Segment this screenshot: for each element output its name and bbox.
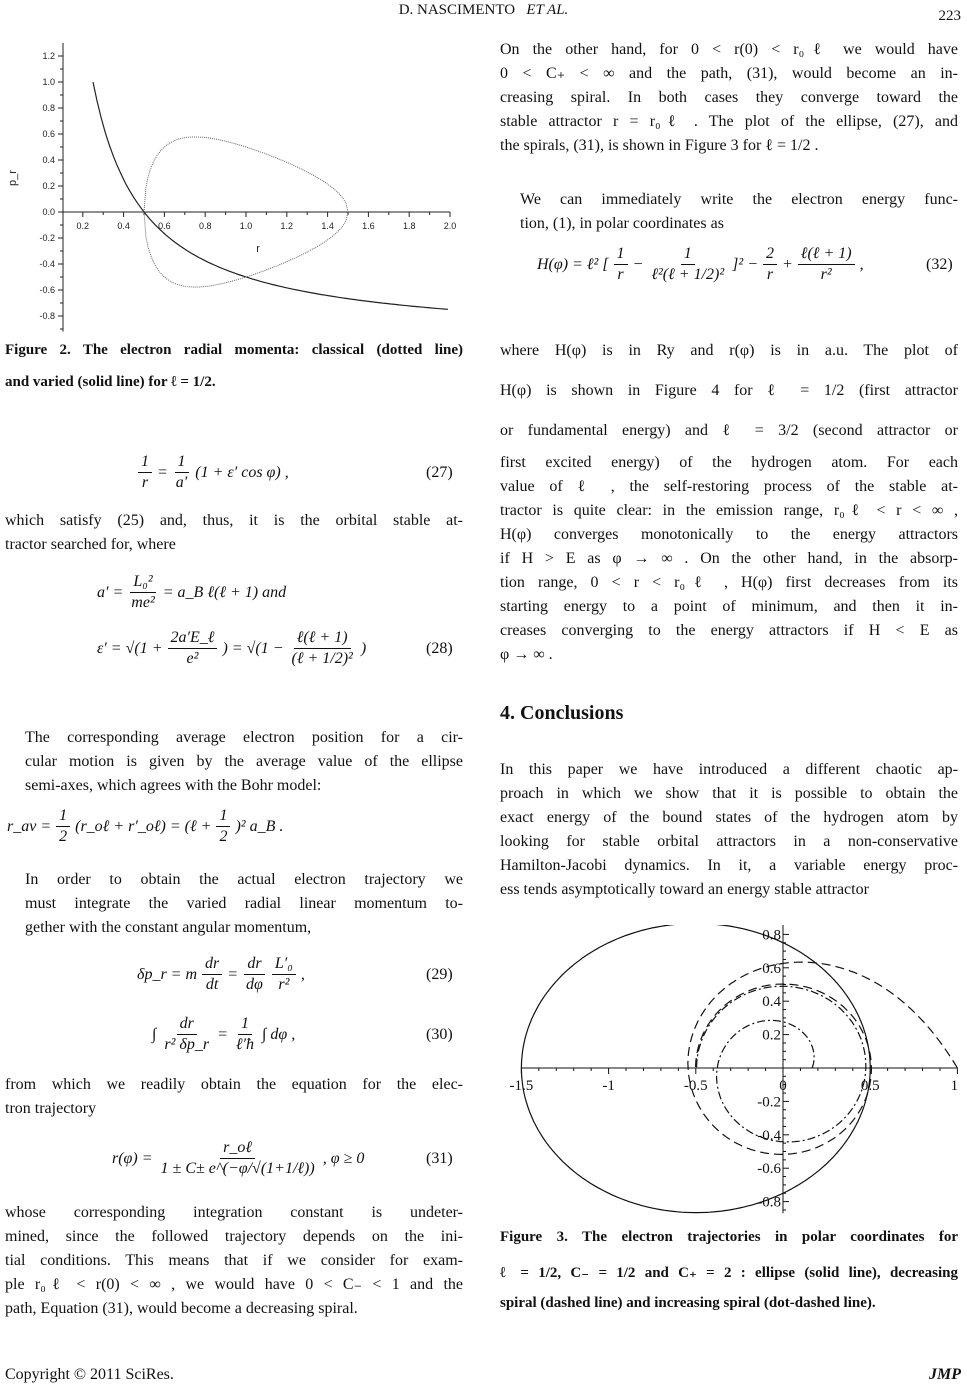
denominator: a′ bbox=[175, 474, 188, 491]
equation-term: ]² − bbox=[732, 255, 758, 273]
equation-28b bbox=[95, 628, 453, 669]
text-line: H(φ) is shown in Figure 4 for ℓ = 1/2 (first attractor bbox=[500, 382, 958, 399]
caption-line: spiral (dashed line) and increasing spiral (dot-dashed line). bbox=[500, 1295, 876, 1311]
denominator: r bbox=[766, 266, 774, 283]
fraction bbox=[243, 954, 266, 995]
text-line: H(φ) converges monotonically to the energy attractors bbox=[500, 526, 958, 543]
paragraph bbox=[500, 38, 958, 158]
equation-number: (29) bbox=[426, 965, 453, 983]
fraction bbox=[763, 244, 777, 285]
text-line: We can immediately write the electron energy func- bbox=[520, 191, 958, 208]
y-tick-label: -0.4 bbox=[757, 1127, 781, 1144]
fraction bbox=[161, 1014, 212, 1055]
denominator: dt bbox=[205, 976, 219, 993]
numerator: dr bbox=[177, 1014, 197, 1035]
equation-term: (r_oℓ + r′_oℓ) = (ℓ + bbox=[75, 817, 212, 835]
equation-term: − bbox=[632, 255, 644, 273]
y-tick-label: -0.6 bbox=[39, 285, 55, 295]
y-tick-label: 0.8 bbox=[762, 927, 781, 944]
text-line: 0 < C₊ < ∞ and the path, (31), would become an in- bbox=[500, 65, 958, 82]
text-line: path, Equation (31), would become a decreasing spiral. bbox=[5, 1300, 358, 1317]
text-line: ple r₀ℓ < r(0) < ∞ , we would have 0 < C₋ < 1 and the bbox=[5, 1276, 463, 1293]
decreasing-spiral-line bbox=[688, 962, 958, 1154]
text-line: gether with the constant angular momentum, bbox=[25, 919, 312, 936]
varied-momentum-line bbox=[93, 82, 448, 309]
equation-term: δp_r = m bbox=[137, 965, 198, 983]
equation-term: H(φ) = ℓ² [ bbox=[537, 255, 609, 273]
text-line: In this paper we have introduced a different chaotic ap- bbox=[500, 761, 958, 778]
equation-number: (32) bbox=[926, 255, 953, 273]
denominator: (ℓ + 1/2)² bbox=[291, 650, 353, 667]
denominator: 1 ± C± e^(−φ/√(1+1/ℓ)) bbox=[160, 1160, 315, 1177]
caption-line: ℓ = 1/2, C₋ = 1/2 and C₊ = 2 : ellipse (solid line), decreasing bbox=[500, 1265, 958, 1281]
numerator: r_oℓ bbox=[220, 1138, 255, 1159]
denominator: ℓ′ħ bbox=[235, 1036, 255, 1053]
numerator: ℓ(ℓ + 1) bbox=[798, 244, 855, 265]
caption-line: and varied (solid line) for ℓ = 1/2. bbox=[5, 374, 216, 390]
x-tick-label: -0.5 bbox=[683, 1078, 708, 1094]
y-tick-label: 0.8 bbox=[42, 103, 55, 113]
fraction bbox=[168, 628, 218, 669]
equation-term: ) bbox=[360, 639, 367, 657]
numerator: dr bbox=[244, 954, 264, 975]
text-line: if H > E as φ → ∞ . On the other hand, in the absorp- bbox=[500, 550, 958, 567]
text-line: creasing spiral. In both cases they converge toward the bbox=[500, 89, 958, 106]
x-tick-label: 0.8 bbox=[198, 221, 212, 231]
header-et-al: ET AL. bbox=[526, 2, 569, 18]
equation-term: , bbox=[859, 255, 864, 273]
text-line: creases converging to the energy attractors if H < E as bbox=[500, 622, 958, 639]
fraction bbox=[56, 806, 70, 847]
caption-line: Figure 2. The electron radial momenta: classical (dotted line) bbox=[5, 342, 463, 358]
denominator: 2 bbox=[59, 828, 68, 845]
fraction bbox=[614, 244, 628, 285]
equation-term: = bbox=[157, 463, 168, 481]
equation-29 bbox=[135, 954, 453, 995]
fraction bbox=[128, 572, 157, 613]
denominator: r bbox=[141, 474, 149, 491]
text-line: Hamilton-Jacobi dynamics. In it, a variable energy proc- bbox=[500, 857, 958, 874]
text-line: whose corresponding integration constant is undeter- bbox=[5, 1204, 463, 1221]
denominator: me² bbox=[131, 594, 155, 611]
numerator: dr bbox=[202, 954, 222, 975]
x-tick-label: 0 bbox=[779, 1078, 787, 1094]
numerator: 1 bbox=[614, 244, 628, 265]
equation-term: ε′ = √(1 + bbox=[97, 639, 163, 657]
equation-term: ∫ dφ , bbox=[262, 1025, 296, 1043]
x-tick-label: 1.6 bbox=[362, 221, 375, 231]
numerator: 1 bbox=[138, 452, 152, 473]
text-line: the spirals, (31), is shown in Figure 3 for ℓ = 1/2 . bbox=[500, 137, 819, 154]
text-line: exact energy of the bound states of the hydrogen atom by bbox=[500, 809, 958, 826]
fraction bbox=[216, 806, 230, 847]
equation-term: + bbox=[782, 255, 793, 273]
y-tick-label: 1.0 bbox=[42, 77, 55, 87]
numerator: 1 bbox=[238, 1014, 252, 1035]
denominator: ℓ²(ℓ + 1/2)² bbox=[651, 266, 725, 283]
text-line: φ → ∞ . bbox=[500, 646, 553, 663]
figure-2-caption bbox=[5, 338, 463, 394]
equation-term: , bbox=[300, 965, 305, 983]
y-tick-label: 0.4 bbox=[762, 994, 781, 1011]
text-line: cular motion is given by the average value of the ellipse bbox=[25, 753, 463, 770]
numerator: L₀² bbox=[130, 572, 155, 593]
equation-term: , φ ≥ 0 bbox=[322, 1149, 365, 1167]
paragraph bbox=[5, 509, 463, 557]
equation-27 bbox=[135, 452, 453, 493]
paragraph bbox=[500, 331, 958, 667]
text-line: must integrate the varied radial linear momentum to- bbox=[25, 895, 463, 912]
text-line: starting energy to a point of minimum, and then it in- bbox=[500, 598, 958, 615]
increasing-spiral-line bbox=[697, 986, 866, 1142]
section-title: 4. Conclusions bbox=[500, 702, 624, 724]
equation-term: a′ = bbox=[97, 583, 124, 601]
numerator: 2 bbox=[763, 244, 777, 265]
text-line: tron trajectory bbox=[5, 1100, 97, 1117]
fraction bbox=[288, 628, 355, 669]
x-tick-label: 1.0 bbox=[239, 221, 253, 231]
y-tick-label: -0.2 bbox=[757, 1094, 781, 1111]
numerator: 1 bbox=[681, 244, 695, 265]
x-tick-label: 0.4 bbox=[117, 221, 130, 231]
text-line: where H(φ) is in Ry and r(φ) is in a.u. The plot of bbox=[500, 342, 958, 359]
x-tick-label: 0.5 bbox=[860, 1078, 880, 1094]
text-line: tial conditions. This means that if we consider for exam- bbox=[5, 1252, 463, 1269]
denominator: r bbox=[617, 266, 624, 283]
equation-term: = bbox=[217, 1025, 228, 1043]
y-tick-label: 0.2 bbox=[762, 1027, 781, 1044]
figure-2-chart bbox=[0, 30, 470, 335]
paragraph bbox=[5, 1201, 463, 1321]
x-tick-label: 0.2 bbox=[76, 221, 90, 231]
journal-name: JMP bbox=[929, 1366, 961, 1383]
text-line: mined, since the followed trajectory depends on the ini- bbox=[5, 1228, 463, 1245]
equation-32 bbox=[535, 244, 953, 285]
denominator: r² bbox=[278, 976, 290, 993]
text-line: first excited energy) of the hydrogen atom. For each bbox=[500, 454, 958, 471]
figure-3-caption bbox=[500, 1225, 958, 1315]
equation-term: r_av = bbox=[7, 817, 52, 835]
x-tick-label: 1.8 bbox=[402, 221, 416, 231]
y-tick-label: 0.6 bbox=[762, 960, 781, 977]
numerator: 1 bbox=[216, 806, 230, 827]
text-line: or fundamental energy) and ℓ = 3/2 (second attractor or bbox=[500, 422, 958, 439]
denominator: 2 bbox=[219, 828, 228, 845]
paragraph bbox=[500, 758, 958, 902]
x-axis-label: r bbox=[256, 243, 260, 255]
numerator: 1 bbox=[56, 806, 70, 827]
fraction bbox=[233, 1014, 257, 1055]
denominator: e² bbox=[186, 650, 199, 667]
x-tick-label: 2.0 bbox=[443, 221, 457, 231]
denominator: r² δp_r bbox=[164, 1036, 210, 1053]
x-tick-label: 0.6 bbox=[158, 221, 171, 231]
y-tick-label: 0.2 bbox=[42, 181, 55, 191]
header-authors: D. NASCIMENTO bbox=[398, 2, 516, 18]
equation-term: ∫ bbox=[152, 1025, 157, 1043]
fraction bbox=[648, 244, 727, 285]
page-number: 223 bbox=[938, 8, 961, 24]
text-line: stable attractor r = r₀ℓ . The plot of the ellipse, (27), and bbox=[500, 113, 958, 130]
fraction bbox=[138, 452, 152, 493]
text-line: The corresponding average electron position for a cir- bbox=[25, 729, 463, 746]
equation-31 bbox=[110, 1138, 453, 1179]
paragraph bbox=[5, 1073, 463, 1121]
text-line: On the other hand, for 0 < r(0) < r₀ℓ we would have bbox=[500, 41, 958, 58]
text-line: which satisfy (25) and, thus, it is the orbital stable at- bbox=[5, 512, 463, 529]
equation-term: r(φ) = bbox=[112, 1149, 153, 1167]
numerator: 2a′E_ℓ bbox=[168, 628, 218, 649]
figure-3-chart bbox=[500, 925, 967, 1215]
text-line: tion range, 0 < r < r₀ℓ , H(φ) first decreases from its bbox=[500, 574, 958, 591]
y-axis-label: p_r bbox=[7, 170, 19, 186]
equation-r-av bbox=[5, 806, 285, 847]
x-tick-label: 1 bbox=[950, 1078, 959, 1094]
paragraph bbox=[5, 726, 463, 798]
equation-term: = bbox=[227, 965, 239, 983]
equation-30 bbox=[150, 1014, 453, 1055]
fraction bbox=[798, 244, 855, 285]
text-line: tractor searched for, where bbox=[5, 536, 176, 553]
y-tick-label: 1.2 bbox=[42, 51, 55, 61]
equation-term: )² a_B . bbox=[235, 817, 284, 835]
numerator: ℓ(ℓ + 1) bbox=[294, 628, 351, 649]
y-tick-label: -0.4 bbox=[39, 259, 55, 269]
fraction bbox=[173, 452, 191, 493]
text-line: value of ℓ , the self-restoring process of the stable at- bbox=[500, 478, 958, 495]
text-line: looking for stable orbital attractors in a non-conservative bbox=[500, 833, 958, 850]
equation-term: ) = √(1 − bbox=[222, 639, 284, 657]
x-tick-label: -1 bbox=[602, 1078, 615, 1094]
x-tick-label: -1.5 bbox=[509, 1078, 534, 1094]
y-tick-label: -0.2 bbox=[39, 233, 55, 243]
y-tick-label: 0.6 bbox=[42, 129, 55, 139]
fraction bbox=[202, 954, 222, 995]
text-line: proach in which we show that it is possible to obtain the bbox=[500, 785, 958, 802]
text-line: from which we readily obtain the equation for the elec- bbox=[5, 1076, 463, 1093]
fraction bbox=[272, 954, 296, 995]
y-tick-label: 0.4 bbox=[42, 155, 55, 165]
numerator: L′₀ bbox=[272, 954, 296, 975]
text-line: tion, (1), in polar coordinates as bbox=[520, 215, 724, 232]
running-header bbox=[0, 2, 967, 19]
x-tick-label: 1.4 bbox=[321, 221, 334, 231]
equation-number: (27) bbox=[426, 463, 453, 481]
equation-term: (1 + ε′ cos φ) , bbox=[195, 463, 289, 481]
paragraph bbox=[5, 868, 463, 940]
equation-number: (28) bbox=[426, 639, 453, 657]
text-line: In order to obtain the actual electron trajectory we bbox=[25, 871, 463, 888]
denominator: r² bbox=[820, 266, 832, 283]
text-line: semi-axes, which agrees with the Bohr model: bbox=[25, 777, 322, 794]
y-tick-label: -0.8 bbox=[39, 311, 55, 321]
x-tick-label: 1.2 bbox=[280, 221, 294, 231]
fraction bbox=[158, 1138, 318, 1179]
paragraph bbox=[500, 188, 958, 236]
equation-28a bbox=[95, 572, 288, 613]
denominator: dφ bbox=[246, 976, 263, 993]
y-tick-label: -0.8 bbox=[757, 1194, 781, 1211]
copyright: Copyright © 2011 SciRes. bbox=[5, 1366, 174, 1383]
numerator: 1 bbox=[175, 452, 189, 473]
y-tick-label: 0.0 bbox=[42, 207, 55, 217]
text-line: tractor is quite clear: in the emission range, r₀ℓ < r < ∞ , bbox=[500, 502, 958, 519]
equation-number: (30) bbox=[426, 1025, 453, 1043]
equation-term: = a_B ℓ(ℓ + 1) and bbox=[162, 583, 287, 601]
text-line: ess tends asymptotically toward an energy stable attractor bbox=[500, 881, 869, 898]
caption-line: Figure 3. The electron trajectories in polar coordinates for bbox=[500, 1229, 958, 1245]
y-tick-label: -0.6 bbox=[757, 1161, 781, 1178]
equation-number: (31) bbox=[426, 1149, 453, 1167]
